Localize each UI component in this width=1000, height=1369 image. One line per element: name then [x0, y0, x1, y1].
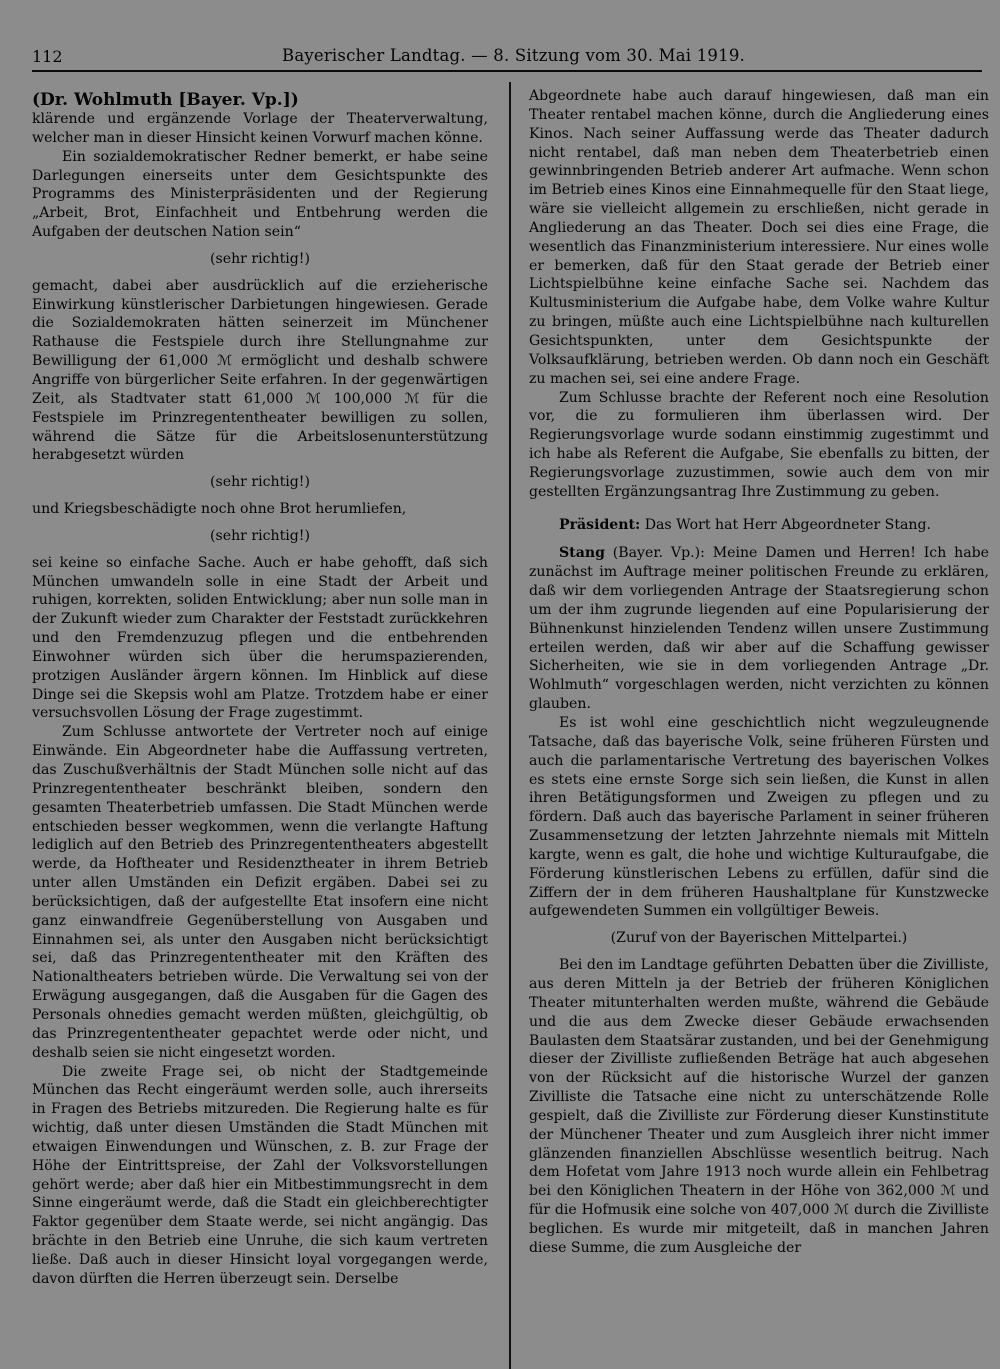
page-header — [32, 44, 982, 70]
paragraph: Es ist wohl eine geschichtlich nicht wegzuleugnende Tatsache, daß das bayerische Volk, seine früheren Fürsten und auch die parlamentarische Vertretung des bayerischen Volkes es stets eine ernste Sorge sich sein ließen, die Kunst in allen ihren Betätigungsformen und Zweigen zu pflegen und zu fördern. Daß auch das bayerische Parlament in seiner früheren Zusammensetzung der letzten Jahrzehnte niemals mit Mitteln kargte, wenn es galt, die hohe und wichtige Kulturaufgabe, die Förderung künstlerischen Lebens zu erfüllen, dafür sind die Ziffern der in dem früheren Haushaltplane für Kunstzwecke aufgewendeten Summen ein vollgültiger Beweis. — [529, 715, 989, 920]
column-divider — [509, 82, 511, 1369]
statement-text: Das Wort hat Herr Abgeordneter Stang. — [644, 516, 931, 533]
paragraph: Zum Schlusse antwortete der Vertreter noch auf einige Einwände. Ein Abgeordneter habe die Auffassung vertreten, das Zuschußverhältnis der Stadt München solle nicht auf das Prinzregententheater beschränkt bleiben, sondern den gesamten Theaterbetrieb umfassen. Die Stadt München werde entschieden besser wegkommen, wenn die verlangte Haftung lediglich auf den Betrieb des Prinzregententheaters abgestellt werde, da Hoftheater und Residenztheater in ihrem Betrieb unter allen Umständen ein Defizit ergäben. Dabei sei zu berücksichtigen, daß der aufgestellte Etat insofern eine nicht ganz einwandfreie Gegenüberstellung von Ausgaben und Einnahmen sei, als unter den Ausgaben nicht berücksichtigt sei, daß das Prinzregententheater mit den Kräften des Nationaltheaters betrieben würde. Die Verwaltung sei von der Erwägung ausgegangen, daß die Ausgaben für die Gagen des Personals ohnedies gemacht werden müßten, gleichgültig, ob das Prinzregententheater gepachtet werde oder nicht, und deshalb seien sie nicht eingesetzt worden. — [32, 724, 488, 1061]
speaker-party: (Bayer. Vp.): — [612, 545, 705, 562]
interjection: (sehr richtig!) — [210, 474, 310, 491]
paragraph: sei keine so einfache Sache. Auch er habe gehofft, daß sich München umwandeln solle in eine Stadt der Arbeit und ruhigen, korrekten, soliden Entwicklung; aber nun solle man in der Zukunft wieder zum Charakter der Feststadt zurückkehren und den Fremdenzuzug pflegen und die entbehrenden Einwohner würden sich über die herumspazierenden, protzigen Ausländer ärgern können. Im Hinblick auf diese Dinge sei die Skepsis wohl am Platze. Trotzdem habe er einer versuchsvollen Lösung der Frage zugestimmt. — [32, 554, 488, 722]
speech-opening — [529, 544, 989, 714]
speech-text: Meine Damen und Herren! Ich habe zunächst im Auftrage meiner politischen Freunde zu erklären, daß wir dem vorliegenden Antrage der Staatsregierung schon um der ihm zugrunde liegenden auf eine Popularisierung der Bühnenkunst hinzielenden Tendenz willen unsere Zustimmung erteilen werden, daß wir aber auf die Schaffung gewisser Sicherheiten, wie sie in dem vorliegenden Antrage „Dr. Wohlmuth“ vorgeschlagen werden, nicht verzichten zu können glauben. — [529, 545, 989, 713]
paragraph: Die zweite Frage sei, ob nicht der Stadtgemeinde München das Recht eingeräumt werden solle, auch ihrerseits in Fragen des Betriebs mitzureden. Die Regierung halte es für wichtig, daß unter diesen Umständen die Stadt München mit etwaigen Einwendungen und Wünschen, z. B. zur Frage der Höhe der Eintrittspreise, der Zahl der Volksvorstellungen gehört werde; aber daß hier ein Mitbestimmungsrecht in dem Sinne eingeräumt werde, daß die Stadt ein gleichberechtigter Faktor gegenüber dem Staate werde, sei nicht angängig. Das brächte in den Betrieb eine Unruhe, die sich kaum vertreten ließe. Daß auch in dieser Hinsicht loyal vorgegangen werde, davon dürften die Herren überzeugt sein. Derselbe — [32, 1063, 488, 1287]
speaker-name: Stang — [559, 545, 605, 562]
paragraph: Bei den im Landtage geführten Debatten über die Zivilliste, aus deren Mitteln ja der Betrieb der früheren Königlichen Theater mitunterhalten werden mußte, während die Gebäude und die aus dem Zwecke dieser Gebäude erwachsenden Baulasten dem Staatsärar zustanden, und bei der Genehmigung dieser der Zivilliste zufließenden Beträge hat auch abgesehen von der Rücksicht auf die historische Wurzel der ganzen Zivilliste die Tatsache eine nicht zu unterschätzende Rolle gespielt, daß die Zivilliste zur Förderung dieser Kunstinstitute der Münchener Theater und zum Ausgleich ihrer nicht immer glänzenden finanziellen Abschlüsse wesentlich beitrug. Nach dem Hofetat vom Jahre 1913 noch wurde allein ein Fehlbetrag bei den Königlichen Theatern in der Höhe von 362,000 ℳ und für die Hofmusik eine solche von 407,000 ℳ durch die Zivilliste beglichen. Es wurde mir mitgeteilt, daß in manchen Jahren diese Summe, die zum Ausgleiche der — [529, 957, 989, 1256]
interjection: (sehr richtig!) — [210, 527, 310, 544]
interjection: (Zuruf von der Bayerischen Mittelpartei.) — [610, 930, 908, 947]
speaker-continuation: (Dr. Wohlmuth [Bayer. Vp.]) — [32, 90, 299, 110]
header-rule — [32, 70, 982, 72]
paragraph: klärende und ergänzende Vorlage der Theaterverwaltung, welcher man in dieser Hinsicht keinen Vorwurf machen könne. — [32, 111, 488, 146]
running-head: Bayerischer Landtag. — 8. Sitzung vom 30. Mai 1919. — [282, 46, 745, 65]
paragraph: Zum Schlusse brachte der Referent noch eine Resolution vor, die zu formulieren ihm überlassen wird. Der Regierungsvorlage wurde sodann einstimmig zugestimmt und ich habe als Referent die Aufgabe, Sie ebenfalls zu bitten, der Regierungsvorlage zuzustimmen, sowie auch dem von mir gestellten Ergänzungsantrag Ihre Zustimmung zu geben. — [529, 389, 989, 500]
paragraph: gemacht, dabei aber ausdrücklich auf die erzieherische Einwirkung künstlerischer Darbietungen hingewiesen. Gerade die Sozialdemokraten hätten seinerzeit im Münchener Rathause die Festspiele durch ihre Stellungnahme zur Bewilligung der 61,000 ℳ ermöglicht und deshalb schwere Angriffe von bürgerlicher Seite erfahren. In der gegenwärtigen Zeit, als Stadtvater statt 61,000 ℳ 100,000 ℳ für die Festspiele im Prinzregententheater bewilligen zu sollen, während die Sätze für die Arbeitslosenunterstützung herabgesetzt würden — [32, 277, 488, 464]
paragraph: und Kriegsbeschädigte noch ohne Brot herumliefen, — [32, 501, 407, 518]
left-column — [32, 90, 488, 1289]
speaker-label: Präsident: — [559, 516, 641, 533]
page-number: 112 — [32, 47, 63, 66]
interjection: (sehr richtig!) — [210, 250, 310, 267]
paragraph: Abgeordnete habe auch darauf hingewiesen, daß man ein Theater rentabel machen könne, durch die Angliederung eines Kinos. Nach seiner Auffassung werde das Theater dadurch nicht rentabel, daß man neben dem Theaterbetrieb einen gewinnbringenden Betrieb anderer Art aufmache. Wenn schon im Betrieb eines Kinos eine Einnahmequelle für den Staat liege, wäre sie vielleicht allgemein zu erschließen, nicht gerade in Angliederung an das Theater. Doch sei dies eine Frage, die wesentlich das Finanzministerium interessiere. Nur eines wolle er bemerken, daß für den Staat gerade der Betrieb einer Lichtspielbühne keine einfache Sache sei. Nachdem das Kultusministerium die Aufgabe habe, dem Volke wahre Kultur zu bringen, müßte auch eine Lichtspielbühne nach kulturellen Gesichtspunkten, unter dem Gesichtspunkte der Volksaufklärung, betrieben werden. Ob dann noch ein Geschäft zu machen sei, sei eine andere Frage. — [529, 88, 989, 387]
right-column — [529, 87, 989, 1258]
president-statement — [529, 516, 989, 535]
paragraph: Ein sozialdemokratischer Redner bemerkt, er habe seine Darlegungen einerseits unter dem Gesichtspunkte des Programms des Ministerpräsidenten und der Regierung „Arbeit, Brot, Einfachheit und Entbehrung werden die Aufgaben der deutschen Nation sein“ — [32, 148, 488, 241]
